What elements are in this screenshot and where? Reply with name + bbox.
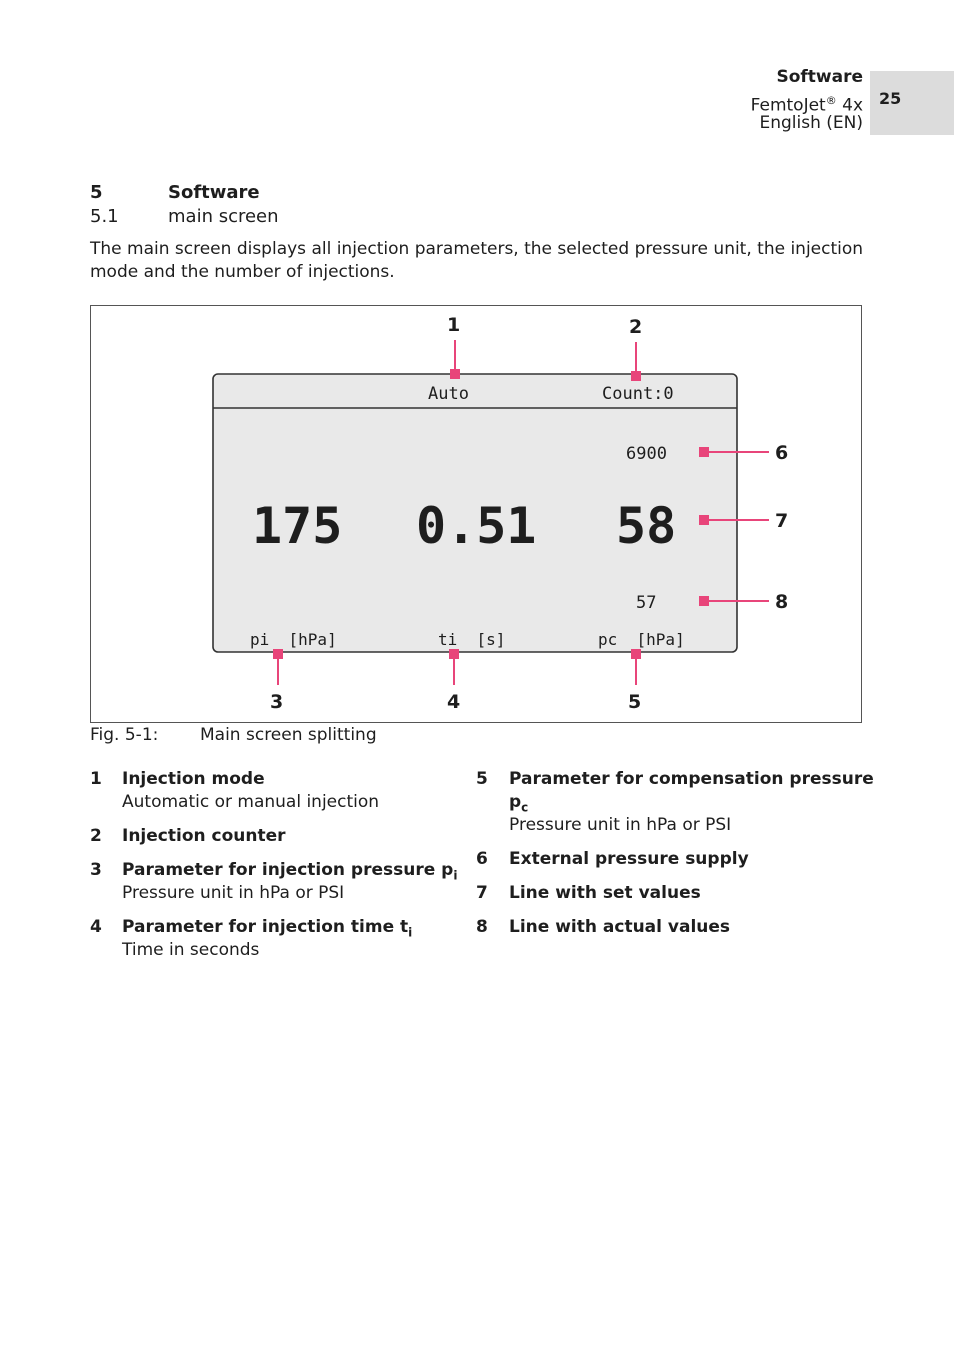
legend-item-title: External pressure supply [509, 849, 749, 869]
lcd-pc-set: 58 [616, 497, 677, 555]
subsection-number: 5.1 [90, 206, 119, 227]
header-language: English (EN) [759, 113, 863, 133]
lcd-pi-set: 175 [252, 497, 343, 555]
legend-item-number: 7 [476, 883, 488, 903]
legend-item-subscript: i [453, 868, 458, 883]
intro-paragraph: The main screen displays all injection parameters, the selected pressure unit, the injection mode and the number of injections. [90, 239, 864, 282]
callout-number-6: 6 [775, 442, 789, 464]
header-product-reg: ® [825, 94, 837, 107]
callout-number-4: 4 [447, 691, 461, 713]
legend-item-subscript: c [521, 800, 529, 815]
lcd-pc-actual: 57 [636, 593, 657, 613]
legend-item-number: 4 [90, 917, 102, 937]
section-number: 5 [90, 182, 103, 203]
callout-marker-2 [632, 372, 640, 380]
legend-item-description: Automatic or manual injection [122, 792, 380, 812]
callout-marker-5 [632, 650, 640, 658]
legend-item-description: Time in seconds [122, 940, 260, 960]
callout-number-8: 8 [775, 591, 789, 613]
legend-item-number: 2 [90, 826, 102, 846]
legend-item-number: 6 [476, 849, 488, 869]
callout-number-1: 1 [447, 314, 461, 336]
callout-number-2: 2 [629, 316, 643, 338]
lcd-pi-label: pi [hPa] [250, 630, 337, 649]
lcd-counter: Count:0 [602, 384, 674, 404]
legend-item-number: 5 [476, 769, 488, 789]
section-title: Software [168, 182, 260, 203]
lcd-mode: Auto [428, 384, 469, 404]
legend-item-number: 8 [476, 917, 488, 937]
page-number: 25 [879, 89, 902, 108]
lcd-external-pressure: 6900 [626, 444, 667, 464]
subsection-title: main screen [168, 206, 279, 227]
callout-marker-3 [274, 650, 282, 658]
callout-number-7: 7 [775, 510, 789, 532]
legend-item-title-text: Parameter for injection time t [122, 917, 409, 937]
lcd-ti-set: 0.51 [416, 497, 537, 555]
header-product-name: FemtoJet [750, 95, 826, 116]
header-section: Software [776, 67, 863, 87]
callout-marker-1 [451, 370, 459, 378]
lcd-pc-label: pc [hPa] [598, 630, 685, 649]
legend-item-subscript: i [408, 925, 413, 940]
lcd-ti-label: ti [s] [438, 630, 506, 649]
main-screen-figure [90, 305, 862, 723]
legend-item-title: Injection counter [122, 826, 286, 846]
legend-item-title-text: Parameter for injection pressure p [122, 860, 454, 880]
callout-marker-4 [450, 650, 458, 658]
figure-caption-number: Fig. 5-1: [90, 725, 159, 745]
callout-number-5: 5 [628, 691, 642, 713]
callout-marker-7 [700, 516, 708, 524]
callout-marker-6 [700, 448, 708, 456]
legend-item-title: Parameter for compensation pressure [509, 769, 874, 789]
legend-item-title: Injection mode [122, 769, 265, 789]
header-product-model: 4x [836, 95, 863, 116]
figure-caption-text: Main screen splitting [200, 725, 377, 745]
legend-item-title: Line with actual values [509, 917, 731, 937]
legend-item-title-text: p [509, 792, 522, 812]
callout-number-3: 3 [270, 691, 284, 713]
legend-item-number: 3 [90, 860, 102, 880]
legend-item-description: Pressure unit in hPa or PSI [509, 815, 732, 835]
legend-item-title: Line with set values [509, 883, 701, 903]
callout-marker-8 [700, 597, 708, 605]
legend-item-number: 1 [90, 769, 102, 789]
legend-item-description: Pressure unit in hPa or PSI [122, 883, 345, 903]
